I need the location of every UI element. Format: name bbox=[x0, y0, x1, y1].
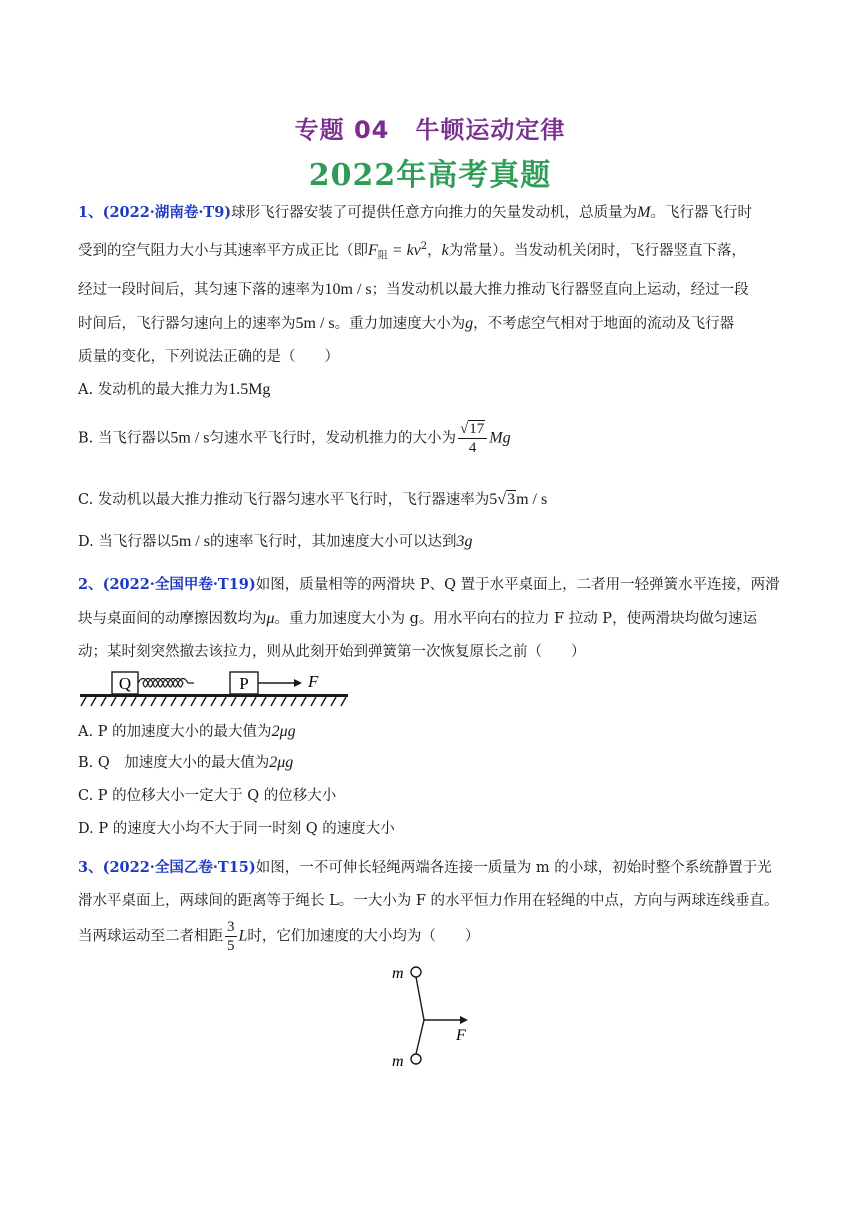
ball-top bbox=[411, 967, 421, 977]
q1-text: 时间后，飞行器匀速向上的速率为 bbox=[78, 315, 296, 332]
q1-text: 质量的变化，下列说法正确的是（ ） bbox=[78, 348, 339, 365]
question-3-stem bbox=[78, 851, 780, 955]
option-text: 匀速水平飞行时，发动机推力的大小为 bbox=[209, 430, 456, 447]
question-1-source: 1、(2022·湖南卷·T9) bbox=[78, 204, 232, 221]
q1-math-k: k bbox=[441, 241, 449, 259]
ball-bottom bbox=[411, 1054, 421, 1064]
q1-math-g: g bbox=[465, 314, 474, 332]
option-math: 3g bbox=[456, 533, 473, 550]
q1-math-eq: = kv bbox=[387, 241, 421, 259]
sqrt-sign: √ bbox=[497, 491, 507, 508]
q1-math-F: F bbox=[368, 241, 378, 259]
q1-math-v: 10m / s bbox=[324, 280, 372, 298]
fraction-numerator: 17 bbox=[469, 421, 485, 437]
option-text: D. 当飞行器以 bbox=[78, 534, 171, 550]
option-math: 5m / s bbox=[170, 533, 210, 550]
force-arrow-head bbox=[460, 1016, 468, 1024]
q1-text: 。重力加速度大小为 bbox=[334, 315, 466, 332]
q2-option-a bbox=[78, 718, 780, 746]
q2-option-c: C. P 的位移大小一定大于 Q 的位移大小 bbox=[78, 788, 337, 804]
option-math: 3 bbox=[507, 491, 516, 508]
option-text: B. Q 加速度大小的最大值为 bbox=[78, 755, 270, 771]
question-1-stem bbox=[78, 196, 780, 374]
option-text: C. 发动机以最大推力推动飞行器匀速水平飞行时，飞行器速率为 bbox=[78, 492, 490, 508]
q2-text: 动；某时刻突然撤去该拉力，则从此刻开始到弹簧第一次恢复原长之前（ ） bbox=[78, 644, 586, 660]
spring-coil bbox=[138, 679, 194, 688]
q1-text: ；当发动机以最大推力推动飞行器竖直向上运动，经过一段 bbox=[371, 281, 749, 298]
option-math: Mg bbox=[489, 429, 511, 447]
option-math: 2μg bbox=[271, 723, 296, 740]
string-balls-figure bbox=[386, 960, 476, 1072]
title-number: 专题 04 bbox=[294, 116, 390, 144]
option-math: 5 bbox=[489, 491, 498, 508]
option-text: 的速率飞行时，其加速度大小可以达到 bbox=[209, 534, 457, 550]
q2-text: 块与桌面间的动摩擦因数均为 bbox=[78, 611, 267, 627]
q2-math-mu: μ bbox=[266, 610, 275, 627]
q1-text: 。飞行器飞行时 bbox=[650, 205, 752, 221]
section-subtitle: 2022年高考真题 bbox=[308, 158, 552, 193]
q1-text: 球形飞行器安装了可提供任意方向推力的矢量发动机，总质量为 bbox=[231, 205, 638, 221]
option-text: A. 发动机的最大推力为 bbox=[78, 382, 229, 398]
option-math: 5m / s bbox=[170, 429, 210, 447]
q3-text: 如图，一不可伸长轻绳两端各连接一质量为 m 的小球，初始时整个系统静置于光 bbox=[255, 860, 772, 876]
q1-text: 经过一段时间后，其匀速下落的速率为 bbox=[78, 281, 325, 298]
spring-blocks-figure bbox=[80, 666, 360, 712]
force-arrow-head bbox=[294, 679, 302, 687]
option-math: m / s bbox=[516, 491, 548, 508]
q1-option-c bbox=[78, 486, 780, 514]
mass-top-label: m bbox=[392, 965, 404, 982]
q2-text: 如图，质量相等的两滑块 P、Q 置于水平桌面上，二者用一轻弹簧水平连接，两滑 bbox=[255, 577, 780, 593]
fraction bbox=[225, 918, 237, 955]
page-title bbox=[0, 110, 860, 145]
q1-option-d bbox=[78, 528, 780, 556]
q1-math-v: 5m / s bbox=[295, 314, 335, 332]
question-3-source: 3、(2022·全国乙卷·T15) bbox=[78, 859, 256, 876]
q1-text: ， bbox=[427, 242, 442, 259]
q2-text: 。重力加速度大小为 g。用水平向右的拉力 F 拉动 P，使两滑块均做匀速运 bbox=[274, 611, 758, 627]
fraction-denominator: 4 bbox=[468, 440, 477, 456]
q1-text: 受到的空气阻力大小与其速率平方成正比（即 bbox=[78, 242, 368, 259]
q1-math-sup: 2 bbox=[420, 241, 428, 252]
fraction-denominator: 5 bbox=[227, 938, 235, 954]
q1-math-sub: 阻 bbox=[377, 250, 388, 262]
q3-math-L: L bbox=[238, 927, 248, 945]
fraction-numerator: 3 bbox=[227, 919, 235, 935]
q1-option-a bbox=[78, 376, 780, 404]
q2-option-d: D. P 的速度大小均不大于同一时刻 Q 的速度大小 bbox=[78, 821, 395, 837]
fraction: $\frac{√17}{4}$ bbox=[458, 420, 487, 457]
q1-math-M: M bbox=[637, 204, 651, 221]
q1-option-b bbox=[78, 420, 780, 457]
q1-text: ，不考虑空气相对于地面的流动及飞行器 bbox=[473, 315, 735, 332]
q3-text: 当两球运动至二者相距 bbox=[78, 928, 223, 945]
question-2-source: 2、(2022·全国甲卷·T19) bbox=[78, 576, 256, 593]
option-math: 2μg bbox=[269, 754, 294, 771]
q3-text: 滑水平桌面上，两球间的距离等于绳长 L。一大小为 F 的水平恒力作用在轻绳的中点，方向与两球连线垂直。 bbox=[78, 893, 779, 909]
block-q-label: Q bbox=[118, 674, 132, 693]
block-p-label: P bbox=[239, 674, 249, 693]
question-2-stem bbox=[78, 568, 780, 669]
force-label: F bbox=[456, 1027, 466, 1044]
mass-bottom-label: m bbox=[392, 1053, 404, 1070]
string-lower bbox=[416, 1020, 424, 1054]
force-label: F bbox=[308, 672, 319, 691]
option-text: B. 当飞行器以 bbox=[78, 430, 171, 447]
table-hatching bbox=[81, 697, 346, 706]
option-text: A. P 的加速度大小的最大值为 bbox=[78, 724, 272, 740]
title-text: 牛顿运动定律 bbox=[415, 116, 566, 144]
option-math: 1.5Mg bbox=[228, 381, 271, 398]
q1-text: 为常量）。当发动机关闭时，飞行器竖直下落， bbox=[448, 242, 747, 259]
string-upper bbox=[416, 977, 424, 1020]
q3-text: 时，它们加速度的大小均为（ ） bbox=[247, 928, 480, 945]
q2-option-b bbox=[78, 749, 780, 777]
